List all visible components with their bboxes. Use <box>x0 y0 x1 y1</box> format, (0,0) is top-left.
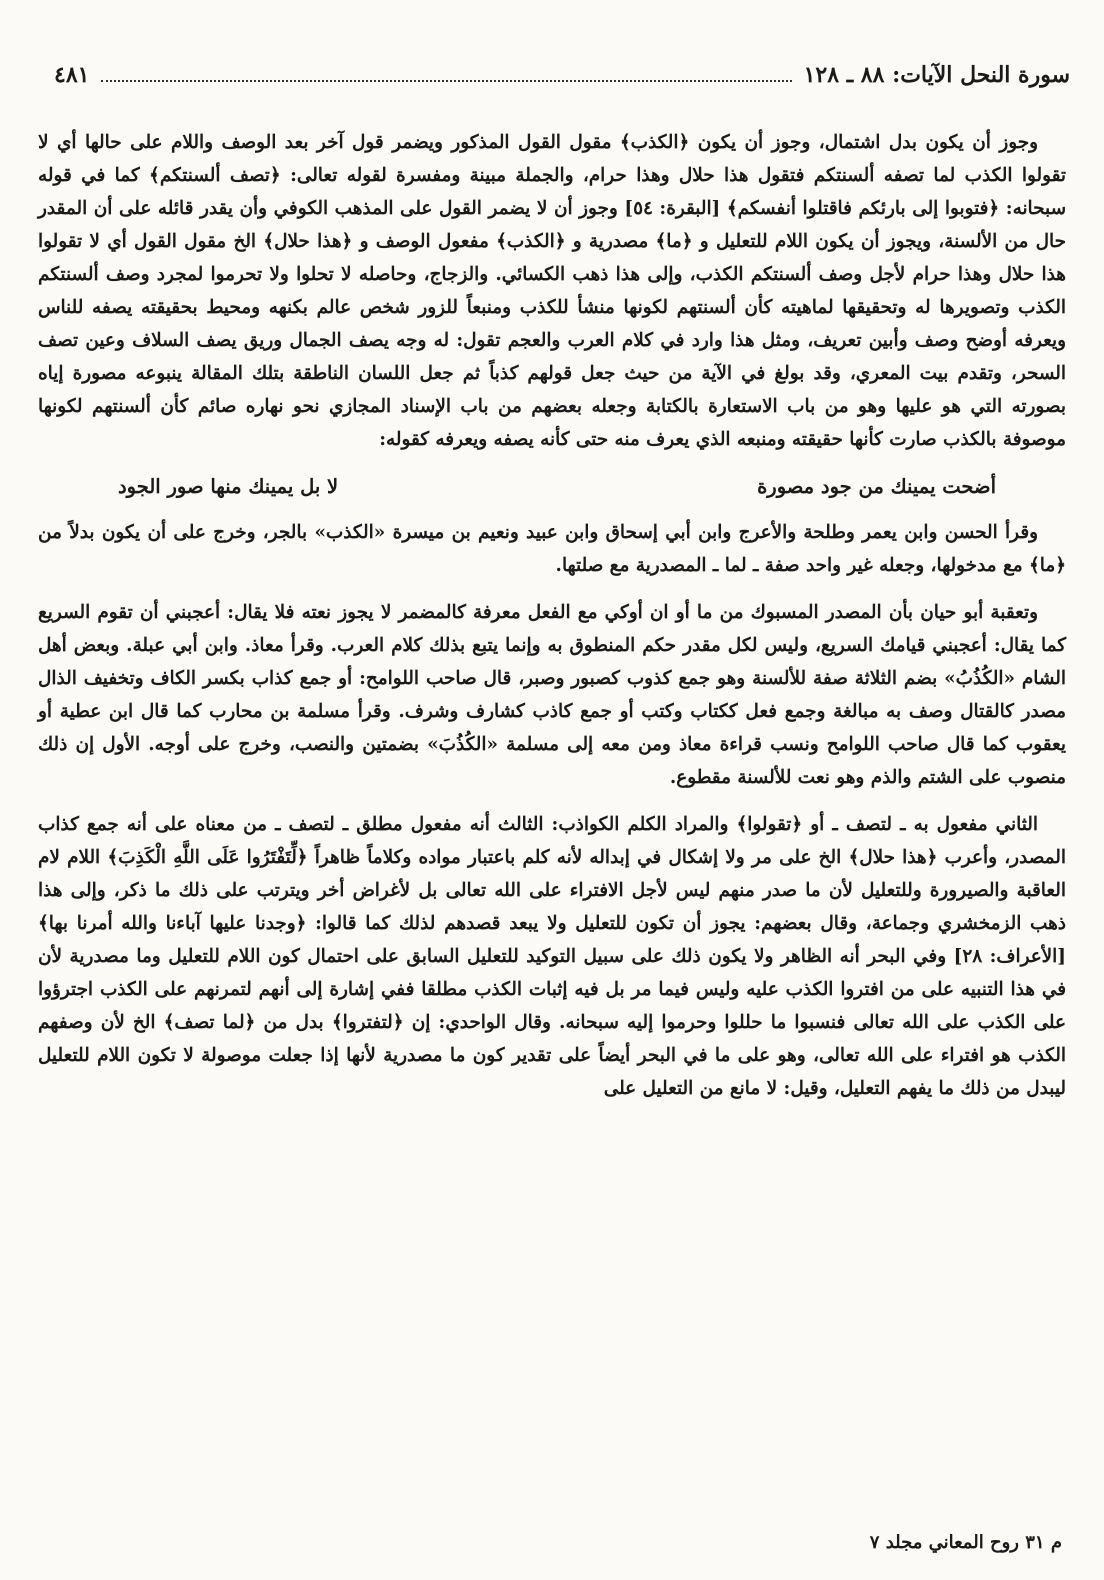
verse-hemistich-first: أضحت يمينك من جود مصورة <box>757 475 996 498</box>
verse-hemistich-second: لا بل يمينك منها صور الجود <box>118 475 339 498</box>
poetry-verse <box>118 470 996 504</box>
running-header <box>54 62 1070 96</box>
header-dot-leader <box>101 66 791 82</box>
paragraph-3: وتعقبة أبو حيان بأن المصدر المسبوك من ما أو ان أوكي مع الفعل معرفة كالمضمر لا يجوز نعته فلا يقال: أعجبني أن تقوم السريع كما يقال: أعجبني قيامك السريع، وليس لكل مقدر حكم المنطوق به وإنما يتبع بذلك كلام العرب. وقرأ معاذ. وابن أبي عبلة. وبعض أهل الشام «الكُذُبُ» بضم الثلاثة صفة للألسنة وهو جمع كذوب كصبور وصبر، قال صاحب اللوامح: أو جمع كذاب بكسر الكاف وتخفيف الذال مصدر كالقتال وصف به مبالغة وجمع فعل ككتاب وكتب أو جمع كاذب كشارف وشرف. وقرأ مسلمة بن محارب كما قال ابن عطية أو يعقوب كما قال صاحب اللوامح ونسب قراءة معاذ ومن معه إلى مسلمة «الكُذُبَ» بضمتين والنصب، وخرج على أوجه. الأول إن ذلك منصوب على الشتم والذم وهو نعت للألسنة مقطوع. <box>38 602 1066 788</box>
signature-footer: م ٣١ روح المعاني مجلد ٧ <box>869 1532 1062 1553</box>
paragraph-2: وقرأ الحسن وابن يعمر وطلحة والأعرج وابن أبي إسحاق وابن عبيد ونعيم بن ميسرة «الكذب» بالجر، وخرج على أن يكون بدلاً من ﴿ما﴾ مع مدخولها، وجعله غير واحد صفة ـ لما ـ المصدرية مع صلتها. <box>38 522 1066 576</box>
page-body <box>38 126 1066 1119</box>
running-title: سورة النحل الآيات: ٨٨ ـ ١٢٨ <box>803 62 1070 88</box>
paragraph-1: وجوز أن يكون بدل اشتمال، وجوز أن يكون ﴿الكذب﴾ مقول القول المذكور ويضمر قول آخر بعد الوصف واللام على حالها أي لا تقولوا الكذب لما تصفه ألسنتكم فتقول هذا حلال وهذا حرام، والجملة مبينة ومفسرة لقوله تعالى: ﴿تصف ألسنتكم﴾ كما في قوله سبحانه: ﴿فتوبوا إلى بارئكم فاقتلوا أنفسكم﴾ [البقرة: ٥٤] وجوز أن لا يضمر القول على المذهب الكوفي وأن يقدر قائله على أن المقدر حال من الألسنة، ويجوز أن يكون اللام للتعليل و ﴿ما﴾ مصدرية و ﴿الكذب﴾ مفعول الوصف و ﴿هذا حلال﴾ الخ مقول القول أي لا تقولوا هذا حلال وهذا حرام لأجل وصف ألسنتكم الكذب، وإلى هذا ذهب الكسائي. والزجاج، وحاصله لا تحلوا ولا تحرموا لمجرد وصف ألسنتكم الكذب وتصويرها له وتحقيقها لماهيته كأن ألسنتهم لكونها منشأ للكذب ومنبعاً للزور شخص عالم بكنهه ومحيط بحقيقته يصفه للناس ويعرفه أوضح وصف وأبين تعريف، ومثل هذا وارد في كلام العرب والعجم تقول: له وجه يصف الجمال وريق يصف السلاف وعين تصف السحر، وتقدم بيت المعري، وقد بولغ في الآية من حيث جعل قولهم كذباً ثم جعل اللسان الناطقة بتلك المقالة ينبوعه مصورة إياه بصورته التي هو عليها وهو من باب الاستعارة بالكتابة وجعله بعضهم من باب الإسناد المجازي نحو نهاره صائم كأن ألسنتهم لكونها موصوفة بالكذب صارت كأنها حقيقته ومنبعه الذي يعرف منه حتى كأنه يصفه ويعرفه كقوله: <box>38 132 1066 450</box>
page-number: ٤٨١ <box>54 62 90 88</box>
paragraph-4: الثاني مفعول به ـ لتصف ـ أو ﴿تقولوا﴾ والمراد الكلم الكواذب: الثالث أنه مفعول مطلق ـ لتصف ـ من معناه على أنه جمع كذاب المصدر، وأعرب ﴿هذا حلال﴾ الخ على مر ولا إشكال في إبداله لأنه كلم باعتبار مواده وكلاماً ظاهراً ﴿لِّتَفْتَرُوا عَلَى اللَّهِ الْكَذِبَ﴾ اللام لام العاقبة والصيرورة وللتعليل لأن ما صدر منهم ليس لأجل الافتراء على الله تعالى بل لأغراض أخر ويترتب على ذلك ما ذكر، وإلى هذا ذهب الزمخشري وجماعة، وقال بعضهم: يجوز أن تكون للتعليل ولا يبعد قصدهم لذلك كما قالوا: ﴿وجدنا عليها آباءنا والله أمرنا بها﴾ [الأعراف: ٢٨] وفي البحر أنه الظاهر ولا يكون ذلك على سبيل التوكيد للتعليل السابق على احتمال كون اللام للتعليل وما مصدرية لأن في هذا التنبيه على من افتروا الكذب عليه وليس فيما مر بل فيه إثبات الكذب مطلقا ففي إشارة إلى أنهم لتمرنهم على الكذب اجترؤوا على الكذب على الله تعالى فنسبوا ما حللوا وحرموا إليه سبحانه. وقال الواحدي: إن ﴿لتفتروا﴾ بدل من ﴿لما تصف﴾ الخ لأن وصفهم الكذب هو افتراء على الله تعالى، وهو على ما في البحر أيضاً على تقدير كون ما مصدرية لأنها إذا جعلت موصولة لا تكون اللام للتعليل ليبدل من ذلك ما يفهم التعليل، وقيل: لا مانع من التعليل على <box>38 814 1066 1099</box>
